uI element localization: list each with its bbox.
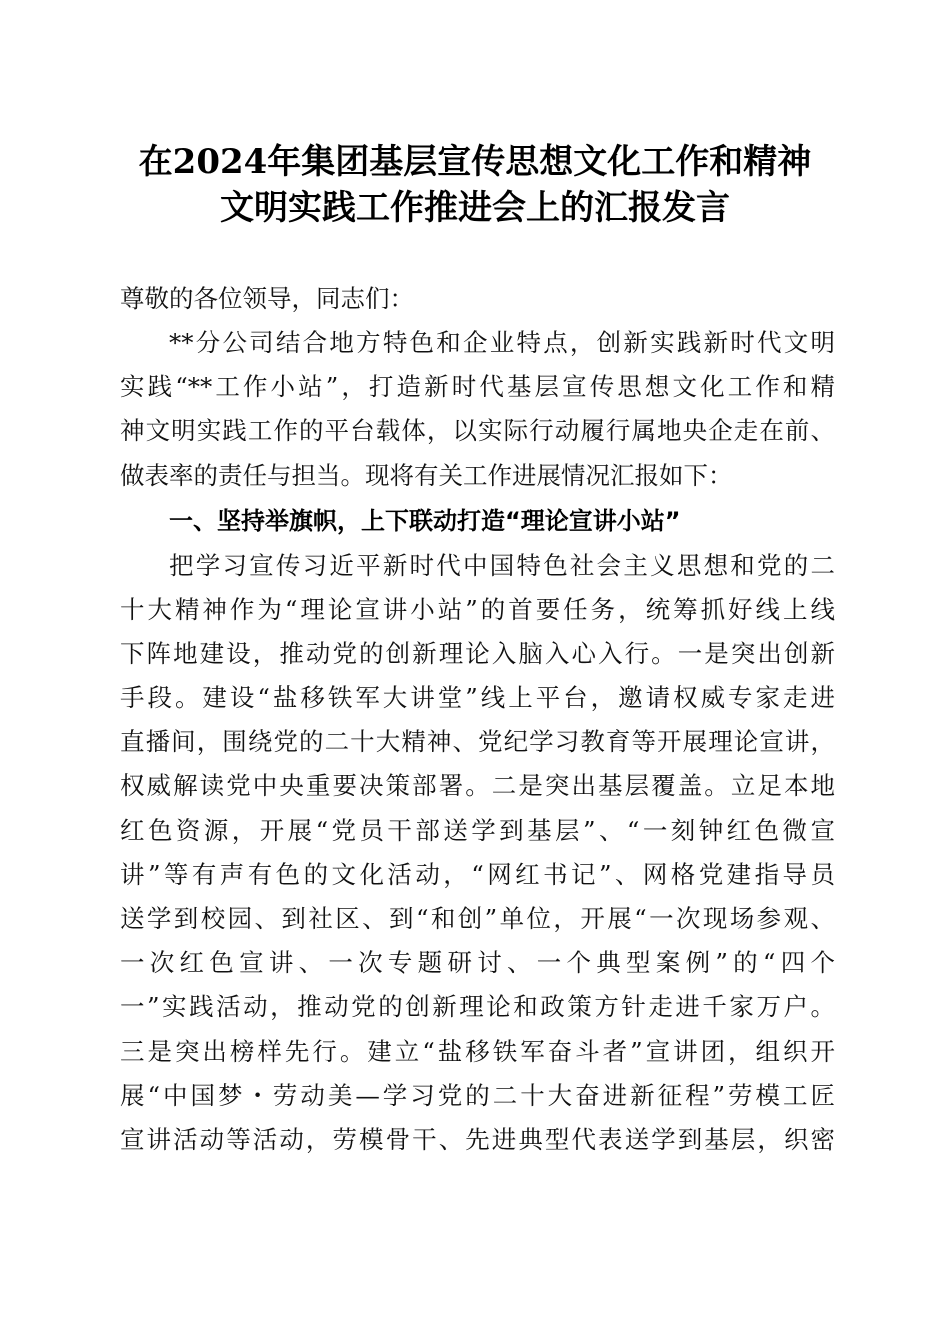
intro-line: 做表率的责任与担当。现将有关工作进展情况汇报如下： bbox=[120, 461, 733, 490]
section-1-line: 红色资源，开展“党员干部送学到基层”、“一刻钟红色微宣 bbox=[120, 816, 835, 845]
document-title-line-1: 在2024年集团基层宣传思想文化工作和精神 bbox=[138, 142, 812, 182]
section-1-line: 送学到校园、到社区、到“和创”单位，开展“一次现场参观、 bbox=[120, 904, 835, 933]
section-1-line: 权威解读党中央重要决策部署。二是突出基层覆盖。立足本地 bbox=[120, 771, 835, 800]
section-1-line: 下阵地建设，推动党的创新理论入脑入心入行。一是突出创新 bbox=[120, 639, 835, 668]
intro-line: 神文明实践工作的平台载体，以实际行动履行属地央企走在前、 bbox=[120, 416, 835, 445]
section-1-line: 一”实践活动，推动党的创新理论和政策方针走进千家万户。 bbox=[120, 992, 835, 1021]
section-1-line: 宣讲活动等活动，劳模骨干、先进典型代表送学到基层，织密 bbox=[120, 1125, 835, 1154]
section-1-line: 把学习宣传习近平新时代中国特色社会主义思想和党的二 bbox=[169, 551, 835, 580]
section-1-line: 三是突出榜样先行。建立“盐移铁军奋斗者”宣讲团，组织开 bbox=[120, 1037, 835, 1066]
section-1-heading: 一、坚持举旗帜，上下联动打造“理论宣讲小站” bbox=[169, 507, 681, 535]
section-1-line: 十大精神作为“理论宣讲小站”的首要任务，统筹抓好线上线 bbox=[120, 595, 835, 624]
intro-line: 实践“**工作小站”，打造新时代基层宣传思想文化工作和精 bbox=[120, 372, 835, 401]
section-1-line: 讲”等有声有色的文化活动，“网红书记”、网格党建指导员 bbox=[120, 860, 835, 889]
section-1-line: 手段。建设“盐移铁军大讲堂”线上平台，邀请权威专家走进 bbox=[120, 683, 835, 712]
document-title-line-2: 文明实践工作推进会上的汇报发言 bbox=[220, 188, 730, 228]
intro-line: **分公司结合地方特色和企业特点，创新实践新时代文明 bbox=[169, 328, 835, 357]
salutation: 尊敬的各位领导，同志们： bbox=[120, 284, 414, 313]
section-1-line: 展“中国梦・劳动美—学习党的二十大奋进新征程”劳模工匠 bbox=[120, 1081, 835, 1110]
section-1-line: 直播间，围绕党的二十大精神、党纪学习教育等开展理论宣讲， bbox=[120, 727, 835, 756]
section-1-line: 一次红色宣讲、一次专题研讨、一个典型案例”的“四个 bbox=[120, 948, 835, 977]
